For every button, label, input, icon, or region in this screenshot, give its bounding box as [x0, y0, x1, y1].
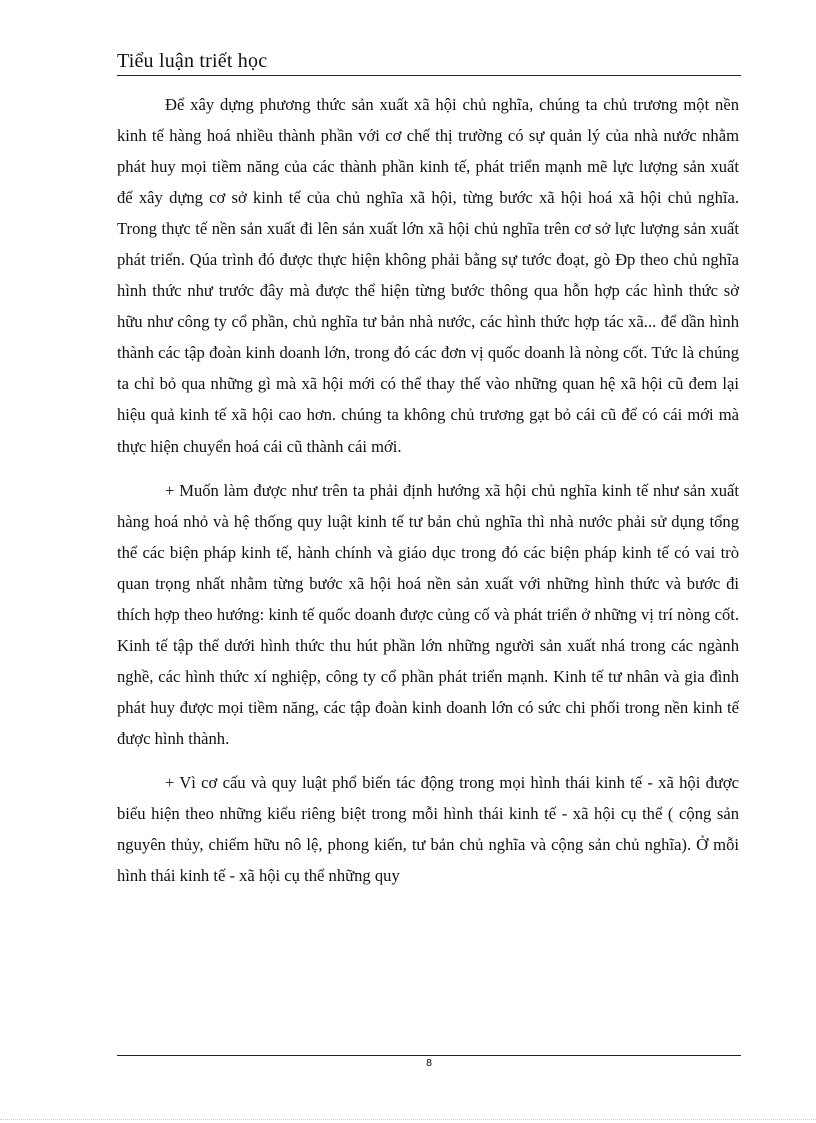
paragraph-2: + Muốn làm được như trên ta phải định hướng xã hội chủ nghĩa kinh tế như sản xuất hàng hoá nhỏ và hệ thống quy luật kinh tế tư bản chủ nghĩa thì nhà nước phải sử dụng tổng thể các biện pháp kinh tế, hành chính và giáo dục trong đó các biện pháp kinh tế có vai trò quan trọng nhất nhằm từng bước xã hội hoá nền sản xuất với những hình thức và bước đi thích hợp theo hướng: kinh tế quốc doanh được củng cố và phát triển ở những vị trí nòng cốt. Kinh tế tập thể dưới hình thức thu hút phần lớn những người sản xuất nhá trong các ngành nghề, các hình thức xí nghiệp, công ty cổ phần phát triển mạnh. Kinh tế tư nhân và gia đình phát huy được mọi tiềm năng, các tập đoàn kinh doanh lớn có sức chi phối trong nền kinh tế được hình thành. — [117, 480, 739, 748]
paragraph-1: Để xây dựng phương thức sản xuất xã hội chủ nghĩa, chúng ta chủ trương một nền kinh tế hàng hoá nhiều thành phần với cơ chế thị trường có sự quản lý của nhà nước nhằm phát huy mọi tiềm năng của các thành phần kinh tế, phát triển mạnh mẽ lực lượng sản xuất để xây dựng cơ sở kinh tế của chủ nghĩa xã hội, từng bước xã hội hoá xã hội chủ nghĩa. Trong thực tế nền sản xuất đi lên sản xuất lớn xã hội chủ nghĩa trên cơ sở lực lượng sản xuất phát triển. Qúa trình đó được thực hiện không phải bằng sự tước đoạt, gò Đp theo chủ nghĩa hình thức như trước đây mà được thể hiện từng bước thông qua hỗn hợp các hình thức sở hữu như công ty cổ phần, chủ nghĩa tư bản nhà nước, các hình thức hợp tác xã... để dần hình thành các tập đoàn kinh doanh lớn, trong đó các đơn vị quốc doanh là nòng cốt. Tức là chúng ta chỉ bỏ qua những gì mà xã hội mới có thể thay thế vào những quan hệ xã hội cũ đem lại hiệu quả kinh tế xã hội cao hơn. chúng ta không chủ trương gạt bỏ cái cũ để có cái mới mà thực hiện chuyển hoá cái cũ thành cái mới. — [117, 95, 739, 456]
page-header — [117, 48, 741, 76]
header-title: Tiểu luận triết học — [117, 50, 268, 72]
footer-divider — [117, 1055, 741, 1056]
page-number: 8 — [425, 1058, 433, 1069]
paragraph-3: + Vì cơ cấu và quy luật phổ biến tác động trong mọi hình thái kinh tế - xã hội được biểu hiện theo những kiểu riêng biệt trong mỗi hình thái kinh tế - xã hội cụ thể ( cộng sản nguyên thủy, chiếm hữu nô lệ, phong kiến, tư bản chủ nghĩa và cộng sản chủ nghĩa). Ở mỗi hình thái kinh tế - xã hội cụ thể những quy — [117, 772, 739, 886]
page-edge-divider — [0, 1119, 816, 1120]
document-body — [117, 89, 739, 891]
